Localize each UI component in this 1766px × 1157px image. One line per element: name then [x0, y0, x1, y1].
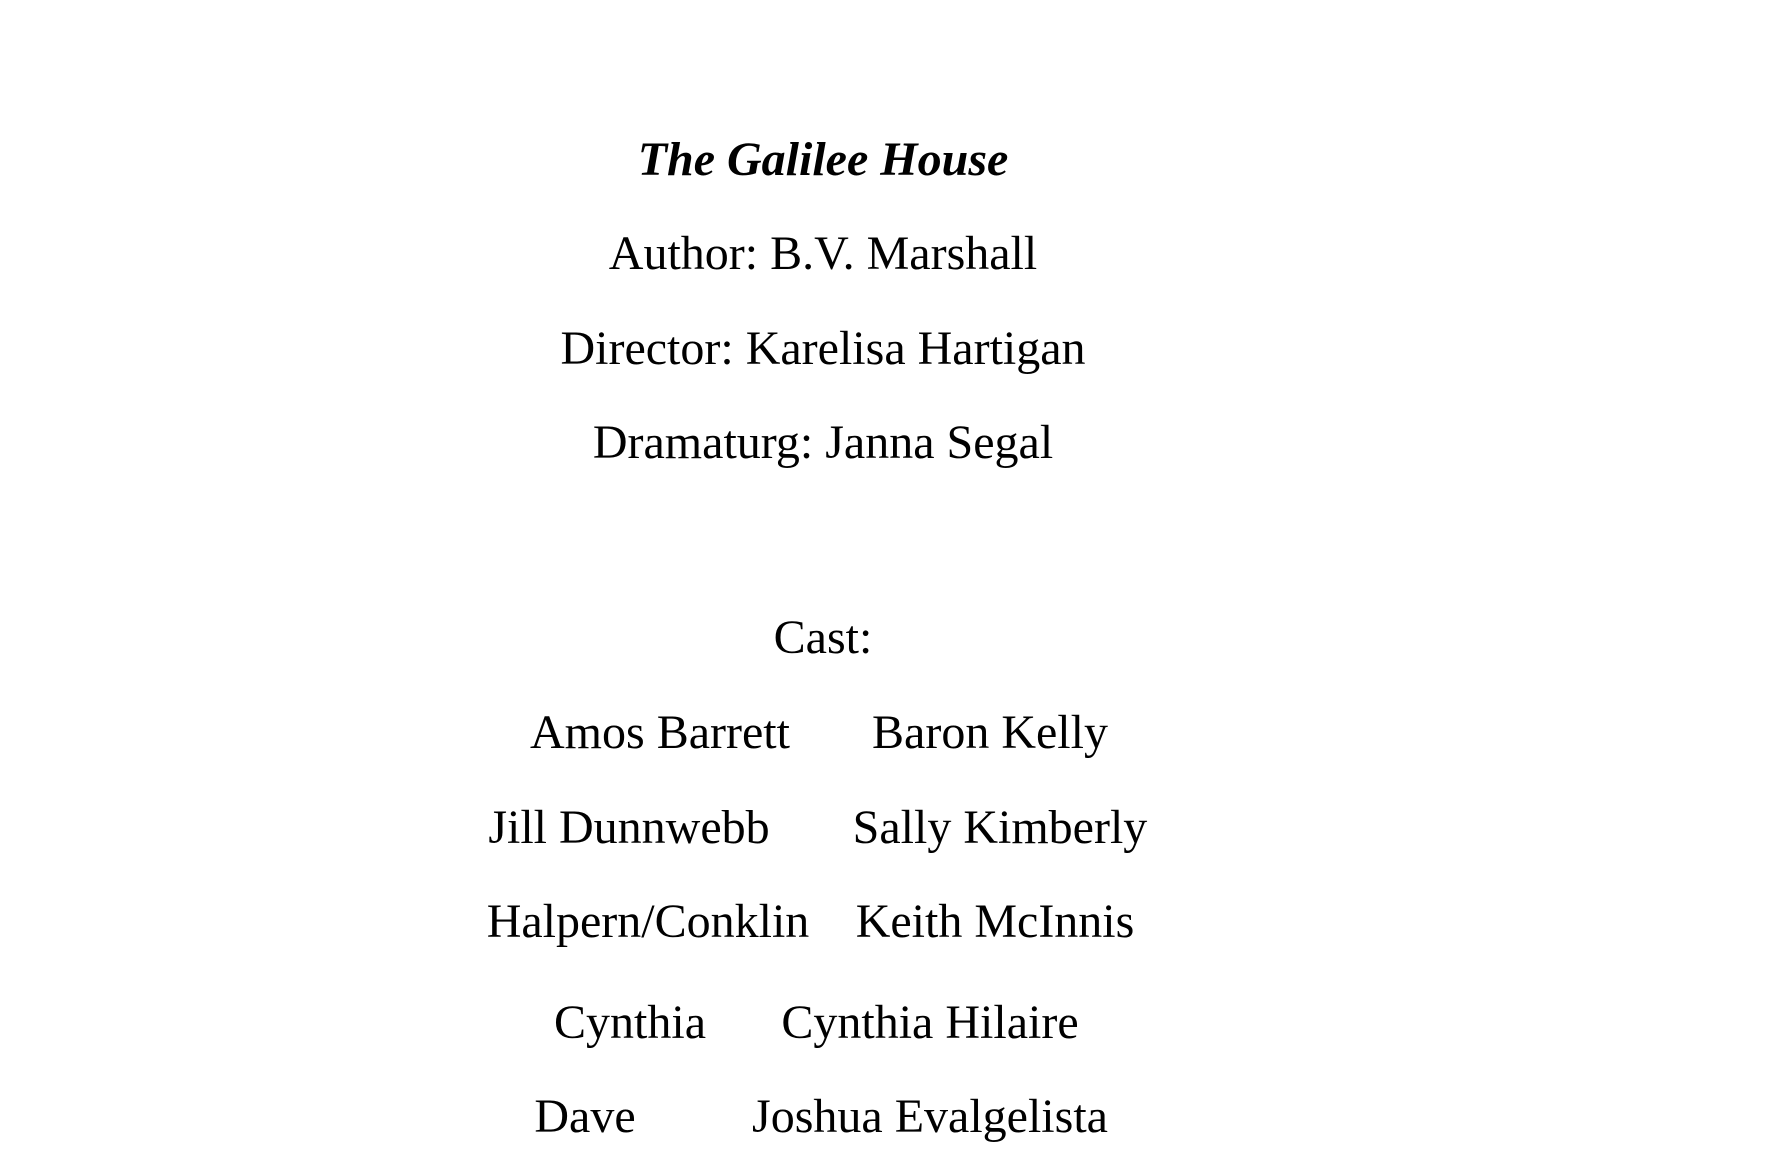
cast-actor: Baron Kelly [872, 706, 1108, 759]
author-line: Author: B.V. Marshall [608, 227, 1038, 280]
cast-heading: Cast: [773, 611, 873, 664]
cast-actor: Sally Kimberly [852, 801, 1148, 854]
director-line: Director: Karelisa Hartigan [560, 322, 1086, 375]
play-title: The Galilee House [637, 133, 1009, 186]
cast-row [0, 705, 1766, 761]
cast-row [0, 800, 1766, 856]
cast-row [0, 894, 1766, 950]
cast-row [0, 995, 1766, 1051]
dramaturg-line: Dramaturg: Janna Segal [592, 416, 1054, 469]
cast-role: Cynthia [554, 996, 706, 1049]
cast-actor: Joshua Evalgelista [752, 1090, 1108, 1143]
cast-actor: Keith McInnis [855, 895, 1135, 948]
cast-role: Jill Dunnwebb [488, 801, 770, 854]
cast-role: Halpern/Conklin [486, 895, 810, 948]
cast-role: Amos Barrett [530, 706, 790, 759]
cast-actor: Cynthia Hilaire [781, 996, 1079, 1049]
cast-role: Dave [534, 1090, 636, 1143]
cast-row [0, 1089, 1766, 1145]
